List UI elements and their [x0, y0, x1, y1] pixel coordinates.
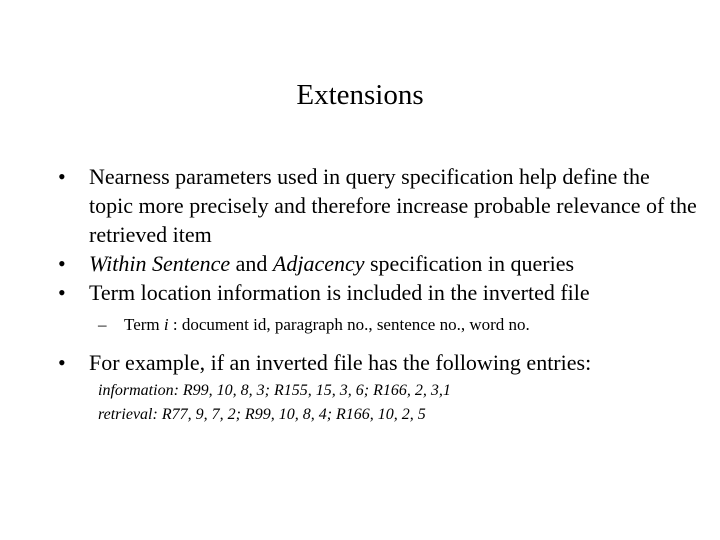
bullet-item-for-example [58, 348, 698, 377]
bullet-text-rest: specification in queries [364, 251, 575, 276]
sub-bullet-rest: : document id, paragraph no., sentence no., word no. [168, 315, 530, 334]
bullet-italic-within-sentence: Within Sentence [89, 251, 231, 276]
bullet-dot-icon: • [58, 280, 66, 305]
bullet-item-within-sentence [58, 249, 698, 278]
sub-bullet-var: i [163, 315, 169, 334]
bullet-text: For example, if an inverted file has the following entries: [89, 350, 592, 375]
bullet-dot-icon: • [58, 251, 66, 276]
bullet-text-and: and [230, 251, 273, 276]
dash-icon: – [98, 315, 107, 334]
entry-line-information: information: R99, 10, 8, 3; R155, 15, 3, 6; R166, 2, 3,1 [98, 382, 451, 399]
inverted-file-entries [98, 379, 698, 427]
sub-bullet-term-i [98, 314, 698, 336]
sub-bullet-prefix: Term [124, 315, 164, 334]
bullet-item-term-location [58, 278, 698, 307]
slide-title: Extensions [296, 79, 424, 111]
entry-line-retrieval: retrieval: R77, 9, 7, 2; R99, 10, 8, 4; R166, 10, 2, 5 [98, 406, 426, 423]
bullet-list [58, 162, 698, 427]
bullet-italic-adjacency: Adjacency [272, 251, 365, 276]
bullet-text: Term location information is included in the inverted file [89, 280, 590, 305]
bullet-dot-icon: • [58, 164, 66, 189]
bullet-item-nearness [58, 162, 698, 249]
bullet-dot-icon: • [58, 350, 66, 375]
bullet-text: Nearness parameters used in query specification help define the topic more precisely and therefore increase probable relevance of the retrieved item [89, 164, 697, 247]
